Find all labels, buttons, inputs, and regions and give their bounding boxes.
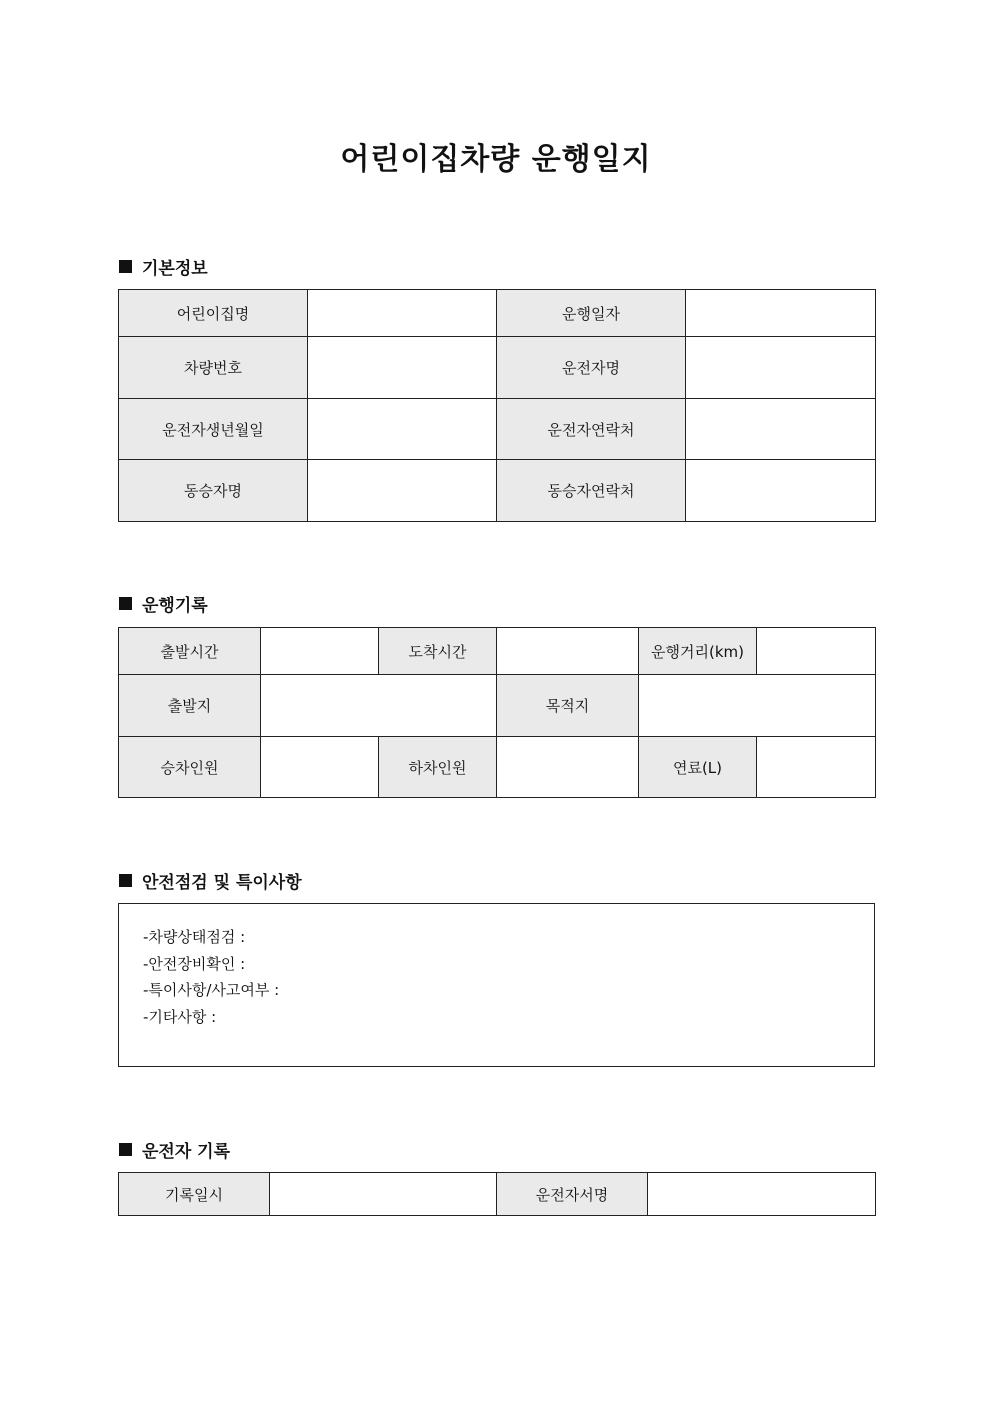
distance-field[interactable] — [757, 628, 876, 675]
section-heading-driver-record — [119, 1137, 230, 1162]
driver-signature-label: 운전자서명 — [497, 1173, 648, 1216]
safety-notes-box[interactable] — [118, 903, 875, 1067]
square-bullet-icon — [119, 1143, 132, 1156]
companion-name-label: 동승자명 — [119, 460, 308, 522]
departure-time-label: 출발시간 — [119, 628, 261, 675]
record-datetime-field[interactable] — [270, 1173, 497, 1216]
distance-label: 운행거리(km) — [639, 628, 757, 675]
destination-label: 목적지 — [497, 675, 639, 737]
operation-record-table — [118, 627, 876, 798]
origin-label: 출발지 — [119, 675, 261, 737]
driver-record-table — [118, 1172, 876, 1216]
list-item: -기타사항 : — [143, 1007, 217, 1026]
table-row — [119, 399, 876, 460]
vehicle-number-field[interactable] — [308, 337, 497, 399]
arrival-time-label: 도착시간 — [379, 628, 497, 675]
fuel-label: 연료(L) — [639, 737, 757, 798]
arrival-time-field[interactable] — [497, 628, 639, 675]
table-row — [119, 675, 876, 737]
vehicle-number-label: 차량번호 — [119, 337, 308, 399]
driver-signature-field[interactable] — [648, 1173, 876, 1216]
alighting-field[interactable] — [497, 737, 639, 798]
boarding-label: 승차인원 — [119, 737, 261, 798]
table-row — [119, 1173, 876, 1216]
companion-contact-label: 동승자연락처 — [497, 460, 686, 522]
table-row — [119, 290, 876, 337]
daycare-name-field[interactable] — [308, 290, 497, 337]
operation-date-field[interactable] — [686, 290, 876, 337]
page-title: 어린이집차량 운행일지 — [340, 142, 652, 177]
safety-notes-list — [143, 924, 279, 1030]
fuel-field[interactable] — [757, 737, 876, 798]
daycare-name-label: 어린이집명 — [119, 290, 308, 337]
record-datetime-label: 기록일시 — [119, 1173, 270, 1216]
table-row — [119, 337, 876, 399]
section-heading-label: 운전자 기록 — [142, 1142, 231, 1162]
list-item: -차량상태점검 : — [143, 928, 246, 946]
driver-birthdate-field[interactable] — [308, 399, 497, 460]
square-bullet-icon — [119, 260, 132, 273]
operation-date-label: 운행일자 — [497, 290, 686, 337]
list-item: -안전장비확인 : — [143, 954, 246, 973]
square-bullet-icon — [119, 597, 132, 610]
list-item: -특이사항/사고여부 : — [143, 981, 280, 999]
alighting-label: 하차인원 — [379, 737, 497, 798]
section-heading-basic-info — [119, 254, 208, 279]
table-row — [119, 737, 876, 798]
section-heading-label: 운행기록 — [142, 596, 208, 616]
driver-name-field[interactable] — [686, 337, 876, 399]
companion-contact-field[interactable] — [686, 460, 876, 522]
boarding-field[interactable] — [261, 737, 379, 798]
departure-time-field[interactable] — [261, 628, 379, 675]
driver-birthdate-label: 운전자생년월일 — [119, 399, 308, 460]
section-heading-label: 기본정보 — [142, 259, 208, 279]
driver-name-label: 운전자명 — [497, 337, 686, 399]
origin-field[interactable] — [261, 675, 497, 737]
destination-field[interactable] — [639, 675, 876, 737]
section-heading-label: 안전점검 및 특이사항 — [142, 873, 302, 893]
square-bullet-icon — [119, 874, 132, 887]
driver-contact-field[interactable] — [686, 399, 876, 460]
section-heading-operation-record — [119, 591, 208, 616]
section-heading-safety — [119, 868, 302, 893]
companion-name-field[interactable] — [308, 460, 497, 522]
table-row — [119, 460, 876, 522]
driver-contact-label: 운전자연락처 — [497, 399, 686, 460]
basic-info-table — [118, 289, 876, 522]
table-row — [119, 628, 876, 675]
